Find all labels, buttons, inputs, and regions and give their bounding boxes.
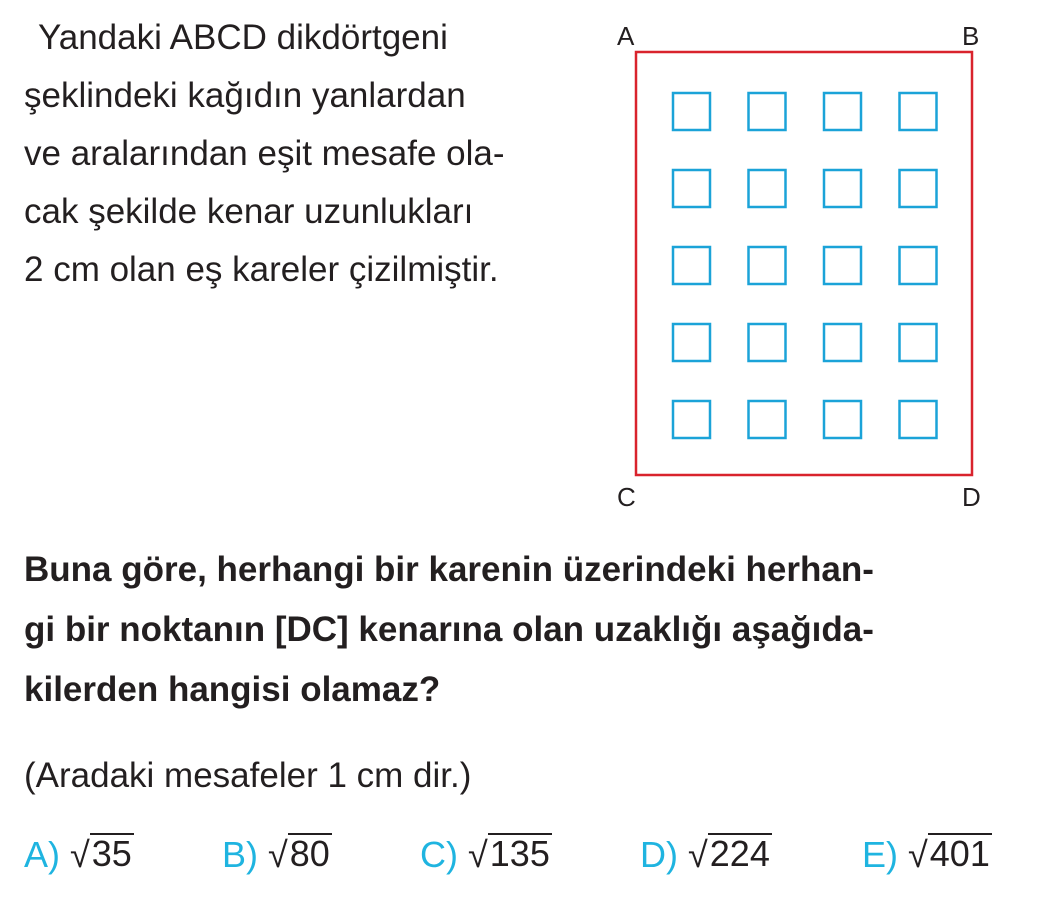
option-letter: D) — [640, 833, 678, 875]
option-c[interactable] — [420, 833, 552, 883]
problem-line: ve aralarından eşit mesafe ola- — [24, 134, 505, 173]
grid-square — [900, 170, 937, 207]
option-value: 35 — [91, 833, 132, 874]
question-line: kilerden hangisi olamaz? — [24, 670, 441, 709]
option-e[interactable] — [862, 833, 992, 883]
grid-square — [900, 247, 937, 284]
vertex-label-d: D — [962, 482, 981, 512]
grid-square — [749, 93, 786, 130]
option-value: 224 — [709, 833, 770, 874]
grid-square — [749, 401, 786, 438]
option-letter: B) — [222, 833, 258, 875]
vertex-label-b: B — [962, 21, 980, 51]
radical-sign: √ — [688, 833, 708, 875]
radical-sign: √ — [70, 833, 90, 875]
grid-square — [900, 401, 937, 438]
grid-square — [673, 247, 710, 284]
vertex-label-c: C — [617, 482, 636, 512]
grid-square — [824, 401, 861, 438]
grid-square — [749, 247, 786, 284]
grid-square — [673, 324, 710, 361]
grid-square — [673, 401, 710, 438]
option-value: 80 — [289, 833, 330, 874]
problem-line: 2 cm olan eş kareler çizilmiştir. — [24, 250, 499, 289]
grid-square — [824, 324, 861, 361]
problem-line: Yandaki ABCD dikdörtgeni — [38, 18, 448, 57]
option-value: 135 — [489, 833, 550, 874]
grid-square — [749, 324, 786, 361]
radical-sign: √ — [908, 833, 928, 875]
grid-square — [824, 93, 861, 130]
option-letter: E) — [862, 833, 898, 875]
radical-sign: √ — [268, 833, 288, 875]
rectangle-abcd — [636, 52, 972, 475]
problem-line: cak şekilde kenar uzunlukları — [24, 192, 474, 231]
vertex-label-a: A — [617, 21, 635, 51]
question-line: Buna göre, herhangi bir karenin üzerindeki herhan- — [24, 550, 874, 589]
option-value: 401 — [929, 833, 990, 874]
grid-square — [673, 170, 710, 207]
grid-square — [749, 170, 786, 207]
option-letter: A) — [24, 833, 60, 875]
grid-square — [673, 93, 710, 130]
square-root — [468, 833, 552, 873]
option-letter: C) — [420, 833, 458, 875]
squares-grid — [673, 93, 937, 438]
grid-square — [900, 93, 937, 130]
grid-square — [900, 324, 937, 361]
square-root — [688, 833, 772, 873]
question-line: gi bir noktanın [DC] kenarına olan uzaklığı aşağıda- — [24, 610, 874, 649]
option-b[interactable] — [222, 833, 332, 883]
option-d[interactable] — [640, 833, 772, 883]
square-root — [70, 833, 134, 873]
square-root — [268, 833, 332, 873]
grid-square — [824, 247, 861, 284]
note-text: (Aradaki mesafeler 1 cm dir.) — [24, 756, 472, 795]
grid-square — [824, 170, 861, 207]
radical-sign: √ — [468, 833, 488, 875]
square-root — [908, 833, 992, 873]
problem-line: şeklindeki kağıdın yanlardan — [24, 76, 466, 115]
question-text — [24, 540, 1024, 720]
option-a[interactable] — [24, 833, 134, 883]
